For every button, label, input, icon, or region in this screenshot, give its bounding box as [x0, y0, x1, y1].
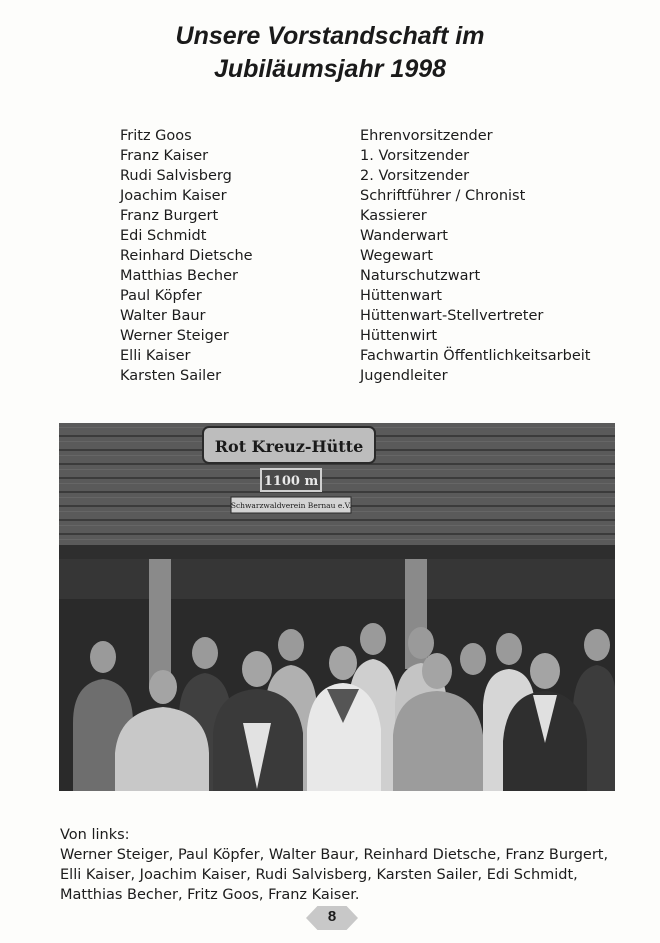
member-name: Paul Köpfer	[120, 288, 202, 304]
club-sign	[231, 497, 351, 513]
member-name: Fritz Goos	[120, 128, 192, 144]
roster-row	[120, 226, 600, 246]
member-name: Rudi Salvisberg	[120, 168, 232, 184]
member-name: Joachim Kaiser	[120, 188, 227, 204]
member-name: Elli Kaiser	[120, 348, 191, 364]
page-title	[0, 20, 660, 86]
member-name: Reinhard Dietsche	[120, 248, 253, 264]
sign-altitude-text: 1100 m	[263, 474, 319, 489]
roster-row	[120, 186, 600, 206]
roster-row	[120, 166, 600, 186]
member-role: Hüttenwart	[360, 288, 442, 304]
caption-lead: Von links:	[60, 827, 130, 843]
member-role: Ehrenvorsitzender	[360, 128, 493, 144]
roster-row	[120, 306, 600, 326]
photo-caption	[60, 825, 620, 905]
member-role: Schriftführer / Chronist	[360, 188, 526, 204]
member-role: Naturschutzwart	[360, 268, 481, 284]
sign-club-text: Schwarzwaldverein Bernau e.V.	[230, 501, 352, 510]
title-line-1: Unsere Vorstandschaft im	[175, 22, 485, 50]
board-roster	[120, 126, 600, 386]
member-role: Jugendleiter	[360, 368, 448, 384]
roster-row	[120, 206, 600, 226]
group-photo-illustration	[59, 423, 615, 791]
member-role: 1. Vorsitzender	[360, 148, 470, 164]
caption-line: Werner Steiger, Paul Köpfer, Walter Baur, Reinhard Dietsche, Franz Burgert,	[60, 847, 609, 863]
group-photo	[59, 423, 615, 791]
member-name: Edi Schmidt	[120, 228, 207, 244]
member-name: Franz Burgert	[120, 208, 219, 224]
member-role: Fachwartin Öffentlichkeitsarbeit	[360, 348, 591, 364]
member-name: Franz Kaiser	[120, 148, 209, 164]
caption-line: Matthias Becher, Fritz Goos, Franz Kaiser.	[60, 887, 360, 903]
sign-main-text: Rot Kreuz-Hütte	[214, 437, 364, 456]
roster-row	[120, 346, 600, 366]
altitude-sign	[261, 469, 321, 491]
hut-sign	[203, 427, 375, 463]
member-name: Karsten Sailer	[120, 368, 222, 384]
porch-post	[149, 559, 171, 689]
roster-row	[120, 326, 600, 346]
page-number: 8	[327, 908, 337, 925]
roster-row	[120, 366, 600, 386]
roster-row	[120, 126, 600, 146]
member-role: Hüttenwirt	[360, 328, 438, 344]
roster-row	[120, 246, 600, 266]
member-name: Werner Steiger	[120, 328, 229, 344]
roster-row	[120, 286, 600, 306]
title-line-2: Jubiläumsjahr 1998	[213, 55, 447, 83]
member-role: Hüttenwart-Stellvertreter	[360, 308, 544, 324]
member-role: Kassierer	[360, 208, 427, 224]
member-role: Wegewart	[360, 248, 433, 264]
page-number-badge	[306, 906, 358, 930]
member-name: Matthias Becher	[120, 268, 238, 284]
member-role: Wanderwart	[360, 228, 448, 244]
roster-row	[120, 146, 600, 166]
member-role: 2. Vorsitzender	[360, 168, 470, 184]
caption-line: Elli Kaiser, Joachim Kaiser, Rudi Salvisberg, Karsten Sailer, Edi Schmidt,	[60, 867, 578, 883]
member-name: Walter Baur	[120, 308, 206, 324]
roster-row	[120, 266, 600, 286]
